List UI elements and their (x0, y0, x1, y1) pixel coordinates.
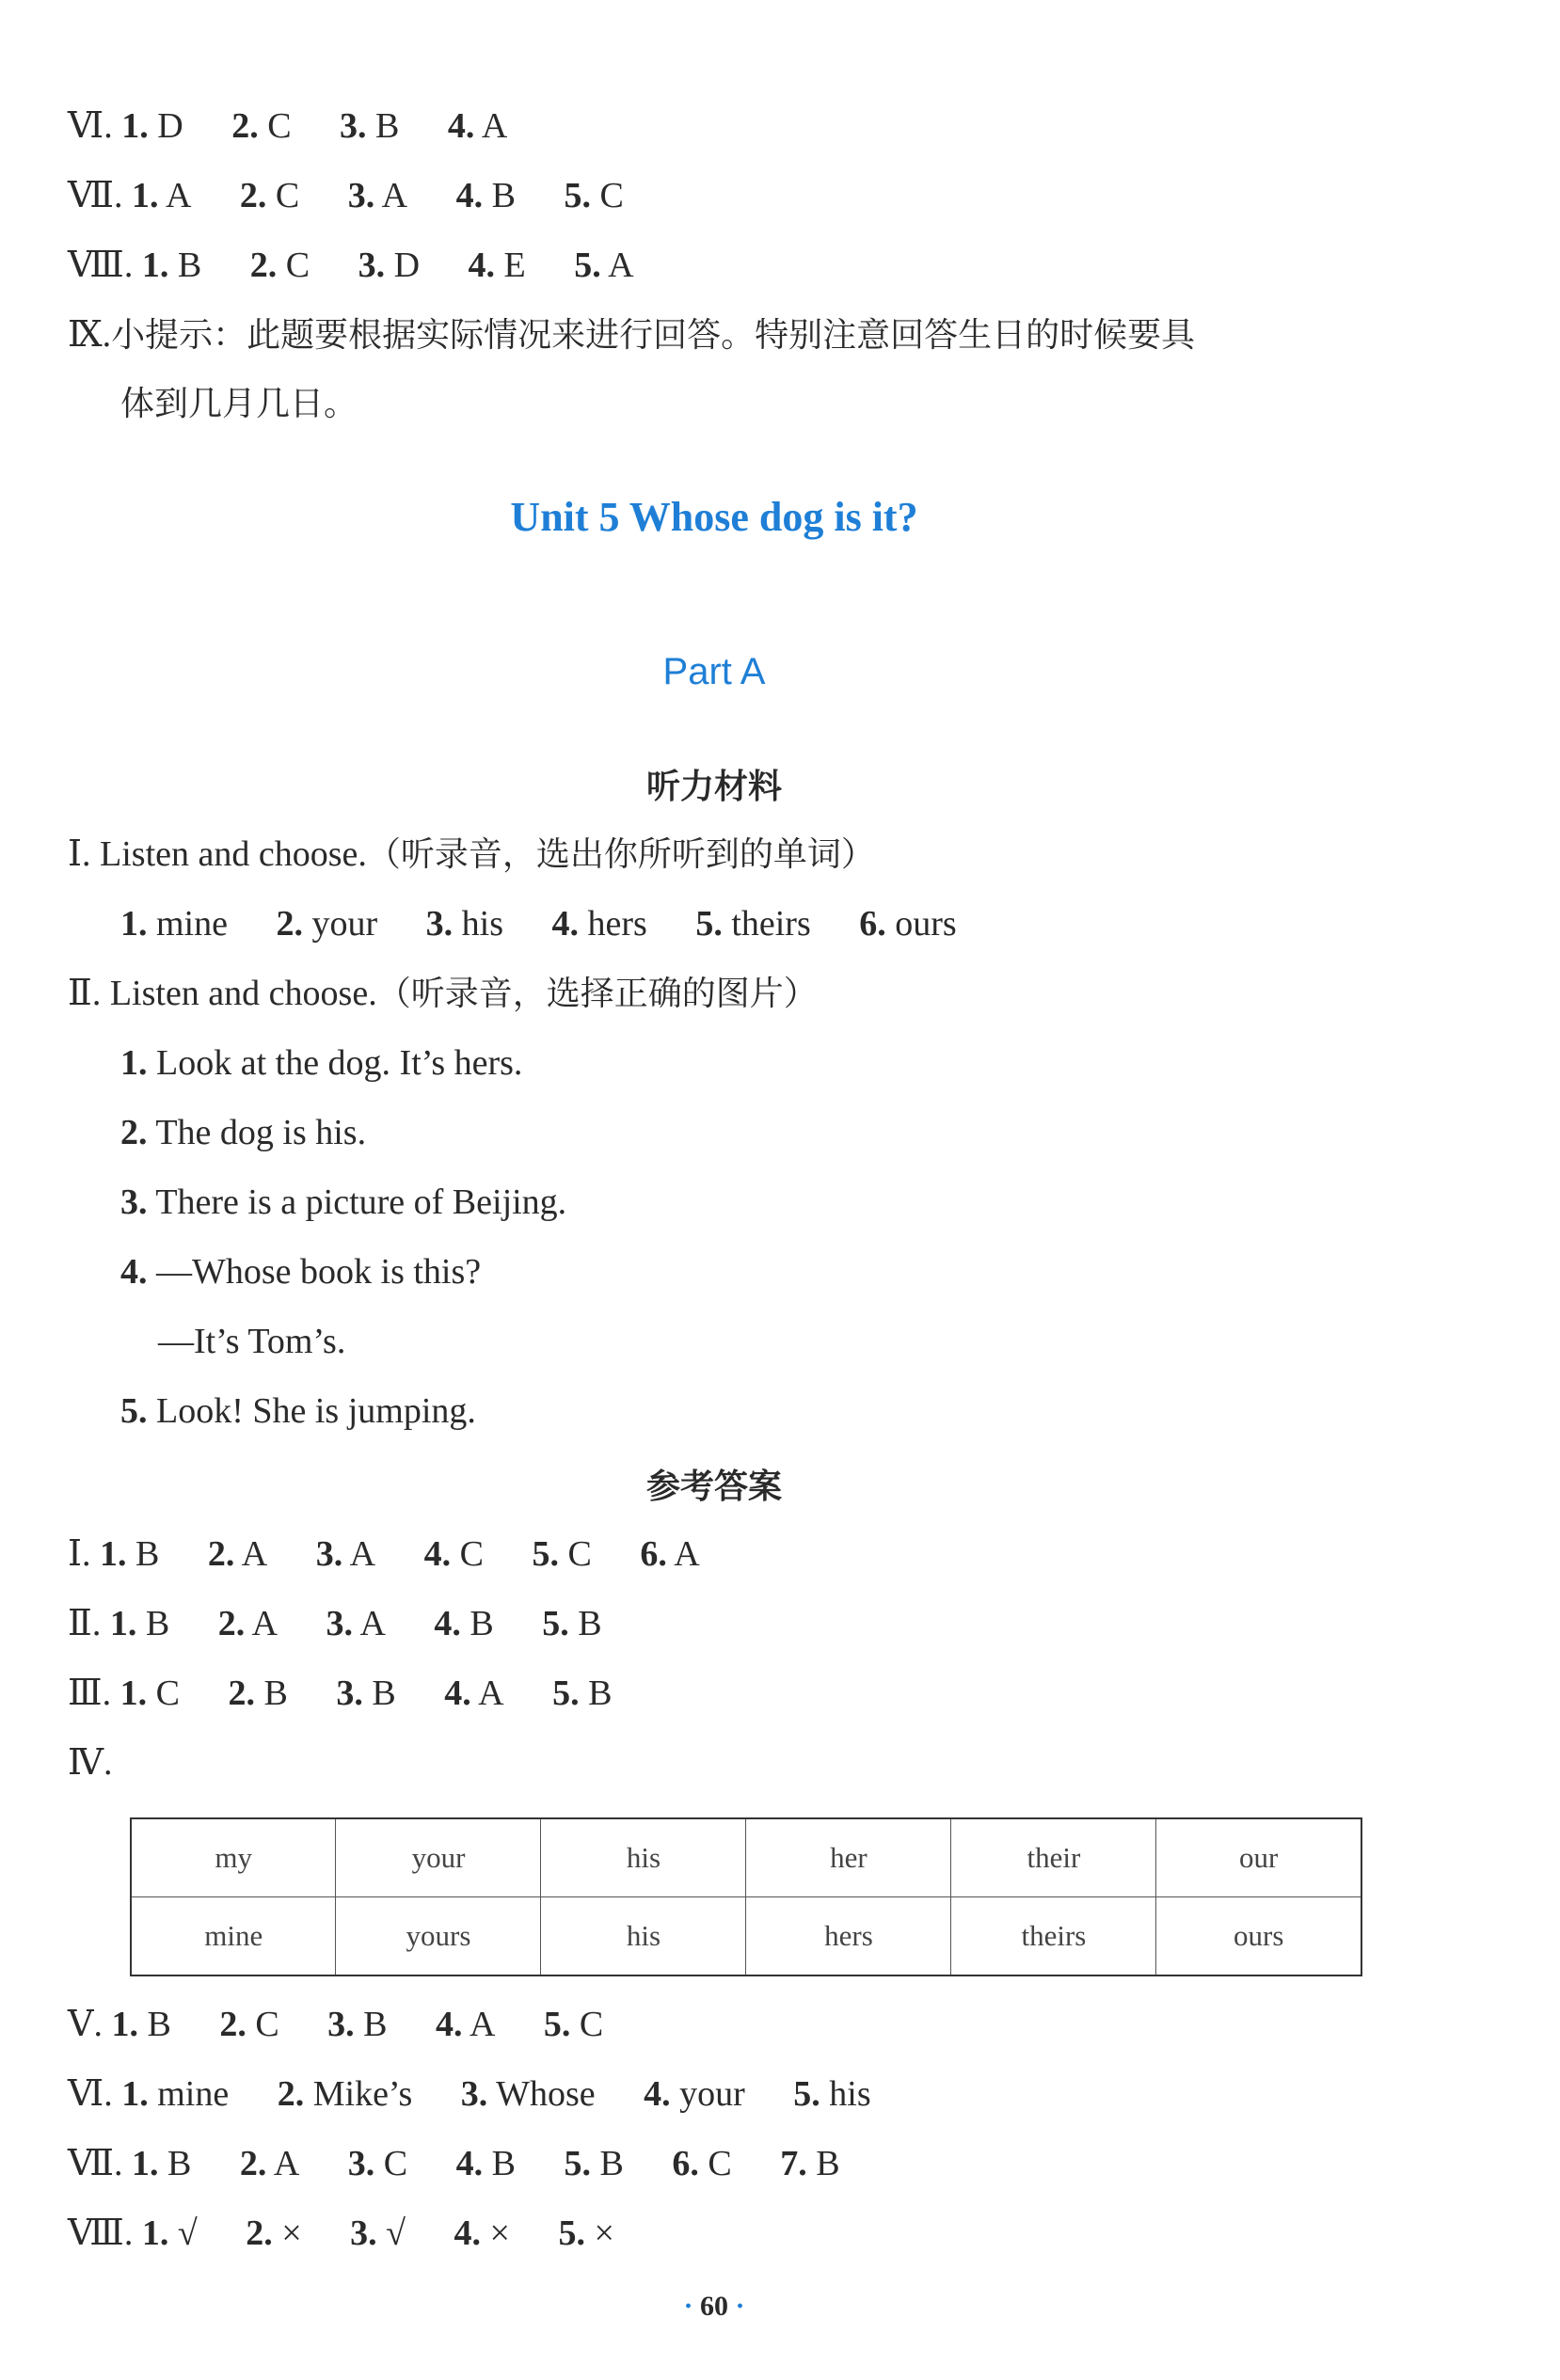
table-cell: ours (1156, 1897, 1361, 1976)
table-cell: yours (336, 1897, 541, 1976)
table-cell: his (541, 1897, 746, 1976)
hint-line-1: Ⅸ.小提示：此题要根据实际情况来进行回答。特别注意回答生日的时候要具 (68, 315, 1196, 355)
answer-line-5: Ⅴ. 1. B 2. C 3. B 4. A 5. C (68, 2005, 604, 2044)
hint-line-2: 体到几月几日。 (120, 385, 358, 423)
table-row (131, 1818, 1361, 1897)
listening-section-2-instruction: Ⅱ. Listen and choose.（听录音，选择正确的图片） (68, 974, 818, 1013)
table-cell: her (746, 1818, 951, 1897)
listening-section-1-instruction: Ⅰ. Listen and choose.（听录音，选出你所听到的单词） (68, 834, 875, 874)
listening-line: 1. Look at the dog. It’s hers. (120, 1043, 523, 1083)
listening-line: 5. Look! She is jumping. (120, 1391, 476, 1431)
answer-line-1: Ⅰ. 1. B 2. A 3. A 4. C 5. C 6. A (68, 1534, 700, 1574)
roman-numeral: Ⅶ. (68, 176, 123, 215)
table-cell: their (951, 1818, 1156, 1897)
answer-line-6-top: Ⅵ. 1. D 2. C 3. B 4. A (68, 106, 508, 146)
table-cell: my (131, 1818, 336, 1897)
table-cell: your (336, 1818, 541, 1897)
roman-numeral: Ⅷ. (68, 246, 134, 285)
roman-numeral: Ⅵ. (68, 106, 113, 146)
answers-heading: 参考答案 (645, 1468, 782, 1506)
unit-title: Unit 5 Whose dog is it? (510, 494, 918, 540)
table-cell: theirs (951, 1897, 1156, 1976)
page-number-dot: · (683, 2291, 693, 2322)
listening-line: 2. The dog is his. (120, 1113, 367, 1152)
answer-line-7: Ⅶ. 1. B 2. A 3. C 4. B 5. B 6. C 7. B (68, 2144, 840, 2183)
part-title: Part A (662, 651, 766, 692)
listening-heading: 听力材料 (645, 768, 782, 806)
table-cell: mine (131, 1897, 336, 1976)
table-cell: his (541, 1818, 746, 1897)
listening-section-1-words: 1. mine 2. your 3. his 4. hers 5. theirs 6. ours (120, 904, 957, 944)
page-number: · 60 · (683, 2291, 745, 2322)
table-row (131, 1897, 1361, 1976)
answer-line-3: Ⅲ. 1. C 2. B 3. B 4. A 5. B (68, 1674, 613, 1713)
answer-line-8: Ⅷ. 1. √ 2. × 3. √ 4. × 5. × (68, 2213, 614, 2253)
answer-line-2: Ⅱ. 1. B 2. A 3. A 4. B 5. B (68, 1604, 602, 1643)
pronoun-table (130, 1817, 1362, 1976)
answer-line-7-top: Ⅶ. 1. A 2. C 3. A 4. B 5. C (68, 176, 624, 215)
answer-line-6: Ⅵ. 1. mine 2. Mike’s 3. Whose 4. your 5. his (68, 2074, 871, 2114)
page-number-dot: · (735, 2291, 745, 2322)
answer-line-4-label: Ⅳ. (68, 1743, 113, 1783)
answer-line-8-top: Ⅷ. 1. B 2. C 3. D 4. E 5. A (68, 246, 634, 285)
table-cell: hers (746, 1897, 951, 1976)
listening-line: —It’s Tom’s. (158, 1322, 346, 1361)
listening-line: 3. There is a picture of Beijing. (120, 1182, 567, 1222)
roman-numeral: Ⅸ. (68, 315, 112, 355)
listening-line: 4. —Whose book is this? (120, 1252, 482, 1292)
table-cell: our (1156, 1818, 1361, 1897)
